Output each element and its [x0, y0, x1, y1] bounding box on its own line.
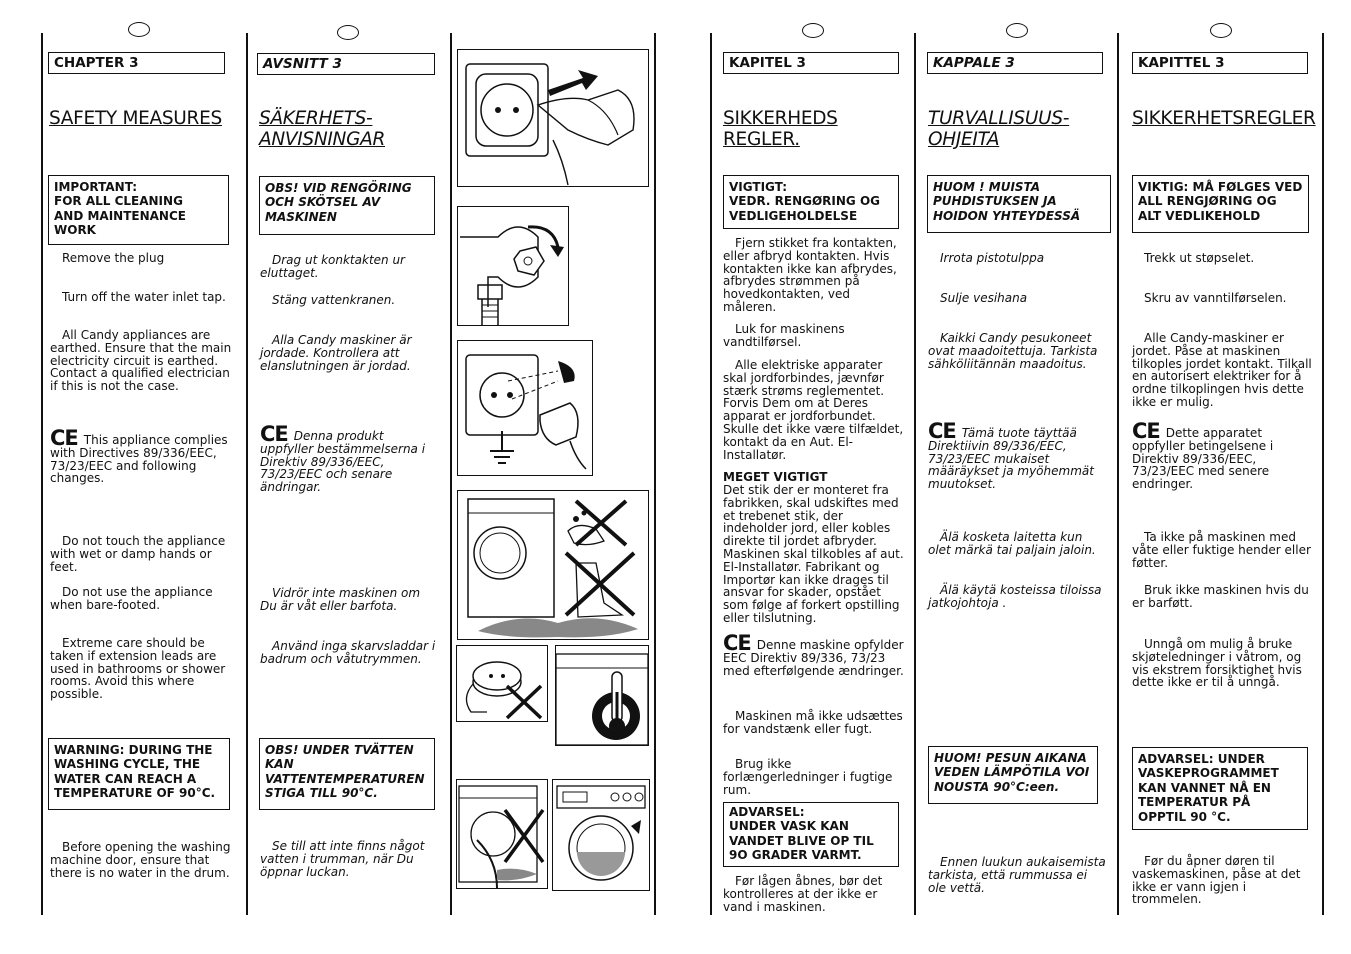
language-marker-oval [802, 23, 824, 38]
ce-mark-icon: CE [928, 419, 956, 443]
instruction-text: Extreme care should be taken if extension leads are used in bathrooms or shower rooms. Avoid this where possible. [50, 636, 226, 702]
instruction-text: Ta ikke på maskinen med våte eller fuktige hender eller føtter. [1132, 530, 1311, 570]
warning-box: OBS! UNDER TVÄTTEN KAN VATTENTEMPERATUREN STIGA TILL 90°C. [259, 738, 435, 810]
instruction-text: Brug ikke forlængerledninger i fugtige rum. [723, 757, 893, 797]
water-tap-illustration [457, 206, 569, 326]
instruction-text: Trekk ut støpselet. [1144, 251, 1255, 265]
column-rule [246, 33, 248, 915]
column-rule [914, 33, 916, 915]
chapter-label: AVSNITT 3 [257, 53, 435, 75]
ce-mark-icon: CE [1132, 419, 1160, 443]
instruction-text: Maskinen må ikke udsættes for vandstænk eller fugt. [723, 709, 903, 736]
instruction-text: Sulje vesihana [940, 291, 1028, 305]
ce-compliance-text: CE Denna produkt uppfyller bestämmelserna i Direktiv 89/336/EEC, 73/23/EEC och senare ändringar. [260, 422, 426, 495]
instruction-text: Før du åpner døren til vaskemaskinen, påse at det ikke er vann igjen i trommelen. [1132, 854, 1301, 907]
chapter-label: KAPPALE 3 [927, 52, 1103, 74]
instruction-text: Se till att inte finns något vatten i trumman, när Du öppnar luckan. [260, 839, 425, 879]
plug-removal-illustration [457, 49, 649, 187]
column-rule [1117, 33, 1119, 915]
language-marker-oval [1210, 23, 1232, 38]
instruction-text: Älä käytä kosteissa tiloissa jatkojohtoja . [928, 583, 1102, 610]
important-box: VIKTIG: MÅ FØLGES VED ALL RENGJØRING OG ALT VEDLIKEHOLD [1132, 175, 1309, 233]
column-rule [710, 33, 712, 915]
instruction-text: Bruk ikke maskinen hvis du er barføtt. [1132, 583, 1309, 610]
important-box: IMPORTANT: FOR ALL CLEANING AND MAINTENANCE WORK [48, 175, 229, 245]
ce-compliance-text: CE Denne maskine opfylder EEC Direktiv 89/336, 73/23 med efterfølgende ændringer. [723, 631, 904, 678]
warning-box: WARNING: DURING THE WASHING CYCLE, THE WATER CAN REACH A TEMPERATURE OF 90°C. [48, 738, 230, 810]
instruction-text: Remove the plug [62, 251, 165, 265]
important-box: HUOM ! MUISTA PUHDISTUKSEN JA HOIDON YHTEYDESSÄ [927, 175, 1111, 233]
ce-compliance-text: CE This appliance complies with Directives 89/336/EEC, 73/23/EEC and following changes. [50, 426, 228, 486]
instruction-text: Unngå om mulig å bruke skjøteledninger i våtrom, og vis ekstrem forsiktighet hvis dette ikke er til å unngå. [1132, 637, 1302, 690]
column-rule [41, 33, 43, 915]
instruction-text: Luk for maskinens vandtilførsel. [723, 322, 845, 349]
instruction-text: Do not use the appliance when bare-footed. [50, 585, 213, 612]
instruction-text: Alle elektriske apparater skal jordforbindes, jævnfør stærk strøms reglementet. Forvis Dem om at Deres apparat er jordforbundet. Skulle det ikke være tilfældet, kontakt da en Aut. El-Installatør. [723, 358, 904, 462]
column-rule [1322, 33, 1324, 915]
section-title: SAFETY MEASURES [49, 108, 222, 129]
chapter-label: CHAPTER 3 [48, 52, 225, 74]
instruction-text: Alle Candy-maskiner er jordet. Påse at maskinen tilkoples jordet kontakt. Tilkall en autorisert elektriker for å ordne tilkoplingen hvis dette ikke er mulig. [1132, 331, 1312, 409]
warning-box: HUOM! PESUN AIKANA VEDEN LÄMPÖTILA VOI NOUSTA 90°C:een. [928, 746, 1098, 804]
instruction-text: Älä kosketa laitetta kun olet märkä tai paljain jaloin. [928, 530, 1096, 557]
language-marker-oval [337, 25, 359, 40]
hot-water-thermometer-illustration [555, 645, 649, 746]
column-rule [654, 33, 656, 915]
instruction-text: All Candy appliances are earthed. Ensure that the main electricity circuit is earthed. Contact a qualified electrician if this is not the case. [50, 328, 232, 394]
instruction-text: Det stik der er monteret fra fabrikken, skal udskiftes med et trebenet stik, der indeholder jord, eller kobles direkte til jordet afbryder. Maskinen skal tilkobles af aut. El-Installatør. Fabrikant og Importør kan ikke drages til ansvar for skader, opstået som følge af forkert opstilling eller tilslutning. [723, 483, 904, 625]
instruction-text: Fjern stikket fra kontakten, eller afbryd kontakten. Hvis kontakten ikke kan afbrydes, afbrydes strømmen på hovedkontakten, ved måleren. [723, 236, 897, 314]
earthed-socket-illustration [457, 340, 593, 476]
warning-box: ADVARSEL: UNDER VASK KAN VANDET BLIVE OP TIL 9O GRADER VARMT. [723, 802, 899, 867]
instruction-text: Alla Candy maskiner är jordade. Kontrollera att elanslutningen är jordad. [260, 333, 412, 373]
drum-water-illustration [552, 779, 650, 891]
section-title: SÄKERHETS- ANVISNINGAR [259, 108, 386, 150]
chapter-label: KAPITTEL 3 [1132, 52, 1308, 74]
instruction-text: Do not touch the appliance with wet or damp hands or feet. [50, 534, 226, 574]
instruction-text: Använd inga skarvsladdar i badrum och våtutrymmen. [260, 639, 436, 666]
extension-lead-illustration [456, 645, 548, 722]
instruction-text: Før lågen åbnes, bør det kontrolleres at der ikke er vand i maskinen. [723, 874, 883, 914]
door-water-illustration [456, 779, 548, 889]
ce-mark-icon: CE [50, 426, 78, 450]
language-marker-oval [128, 22, 150, 37]
section-title: TURVALLISUUS- OHJEITA [928, 108, 1070, 150]
instruction-text: Kaikki Candy pesukoneet ovat maadoitettuja. Tarkista sähköliitännän maadoitus. [928, 331, 1098, 371]
section-title: SIKKERHETSREGLER [1132, 108, 1316, 129]
ce-compliance-text: CE Tämä tuote täyttää Direktiivin 89/336/EEC, 73/23/EEC mukaiset määräykset ja myöhemmät muutokset. [928, 419, 1094, 492]
language-marker-oval [1006, 23, 1028, 38]
column-rule [450, 33, 452, 915]
chapter-label: KAPITEL 3 [723, 52, 899, 74]
instruction-text: Skru av vanntilførselen. [1144, 291, 1287, 305]
instruction-text: Ennen luukun aukaisemista tarkista, että rummussa ei ole vettä. [928, 855, 1106, 895]
ce-mark-icon: CE [723, 631, 751, 655]
important-box: VIGTIGT: VEDR. RENGØRING OG VEDLIGEHOLDELSE [723, 175, 899, 229]
important-box: OBS! VID RENGÖRING OCH SKÖTSEL AV MASKINEN [259, 176, 435, 235]
ce-mark-icon: CE [260, 422, 288, 446]
wet-hands-feet-illustration [457, 490, 649, 640]
instruction-text: Turn off the water inlet tap. [62, 290, 226, 304]
ce-compliance-text: CE Dette apparatet oppfyller betingelsene i Direktiv 89/336/EEC, 73/23/EEC med senere endringer. [1132, 419, 1274, 492]
instruction-text: Irrota pistotulppa [940, 251, 1045, 265]
warning-box: ADVARSEL: UNDER VASKEPROGRAMMET KAN VANNET NÅ EN TEMPERATUR PÅ OPPTIL 90 °C. [1132, 747, 1308, 830]
instruction-text: Drag ut konktakten ur eluttaget. [260, 253, 405, 280]
instruction-text: Vidrör inte maskinen om Du är våt eller barfota. [260, 586, 421, 613]
notice-heading: MEGET VIGTIGT [723, 470, 828, 484]
instruction-text: Stäng vattenkranen. [272, 293, 396, 307]
instruction-text: Before opening the washing machine door, ensure that there is no water in the drum. [50, 840, 231, 880]
section-title: SIKKERHEDS REGLER. [723, 108, 838, 150]
